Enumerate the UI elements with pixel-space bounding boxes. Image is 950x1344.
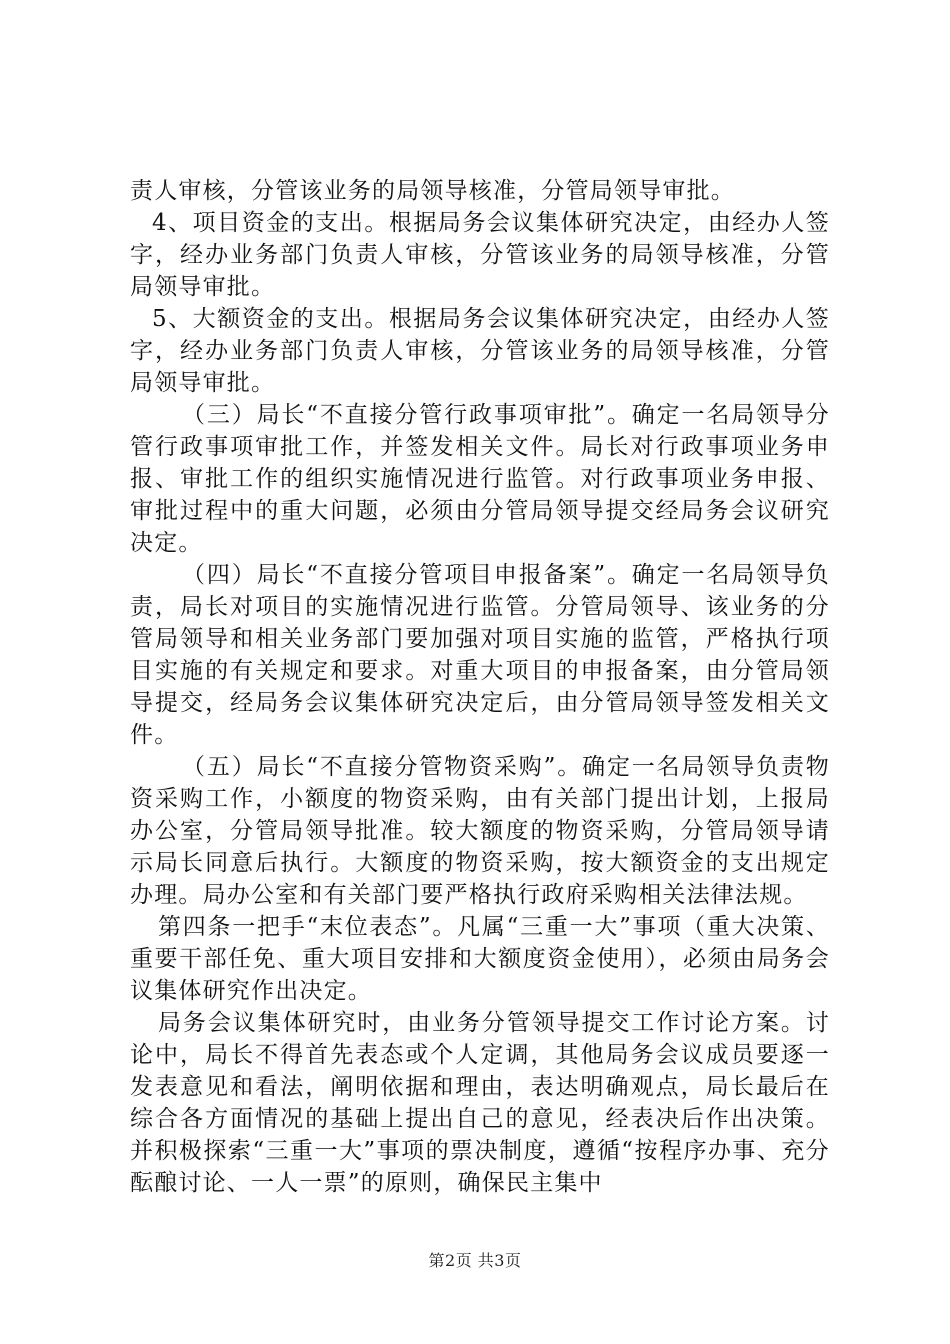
paragraph-section-4: （四）局长“不直接分管项目申报备案”。确定一名局领导负责，局长对项目的实施情况进行监管。分管局领导、该业务的分管局领导和相关业务部门要加强对项目实施的监管，严格执行项目实施的有关规定和要求。对重大项目的申报备案，由分管局领导提交，经局务会议集体研究决定后，由分管局领导签发相关文件。: [130, 562, 830, 748]
paragraph-article-4: 第四条一把手“末位表态”。凡属“三重一大”事项（重大决策、重要干部任免、重大项目安排和大额度资金使用），必须由局务会议集体研究作出决定。: [130, 914, 830, 1004]
paragraph-continuation: 责人审核，分管该业务的局领导核准，分管局领导审批。: [130, 178, 735, 204]
paragraph-item-4: 4、项目资金的支出。根据局务会议集体研究决定，由经办人签字，经办业务部门负责人审核，分管该业务的局领导核准，分管局领导审批。: [130, 210, 830, 300]
page-footer: 第2页 共3页: [428, 1251, 522, 1270]
paragraph-section-5: （五）局长“不直接分管物资采购”。确定一名局领导负责物资采购工作，小额度的物资采购，由有关部门提出计划，上报局办公室，分管局领导批准。较大额度的物资采购，分管局领导请示局长同意后执行。大额度的物资采购，按大额资金的支出规定办理。局办公室和有关部门要严格执行政府采购相关法律法规。: [130, 754, 830, 908]
paragraph-section-3: （三）局长“不直接分管行政事项审批”。确定一名局领导分管行政事项审批工作，并签发相关文件。局长对行政事项业务申报、审批工作的组织实施情况进行监管。对行政事项业务申报、审批过程中的重大问题，必须由分管局领导提交经局务会议研究决定。: [130, 402, 830, 556]
document-body: [130, 175, 830, 1199]
paragraph-meeting-procedure: 局务会议集体研究时，由业务分管领导提交工作讨论方案。讨论中，局长不得首先表态或个人定调，其他局务会议成员要逐一发表意见和看法，阐明依据和理由，表达明确观点，局长最后在综合各方面情况的基础上提出自己的意见，经表决后作出决策。并积极探索“三重一大”事项的票决制度，遵循“按程序办事、充分酝酿讨论、一人一票”的原则，确保民主集中: [130, 1010, 830, 1196]
paragraph-item-5: 5、大额资金的支出。根据局务会议集体研究决定，由经办人签字，经办业务部门负责人审核，分管该业务的局领导核准，分管局领导审批。: [130, 306, 830, 396]
